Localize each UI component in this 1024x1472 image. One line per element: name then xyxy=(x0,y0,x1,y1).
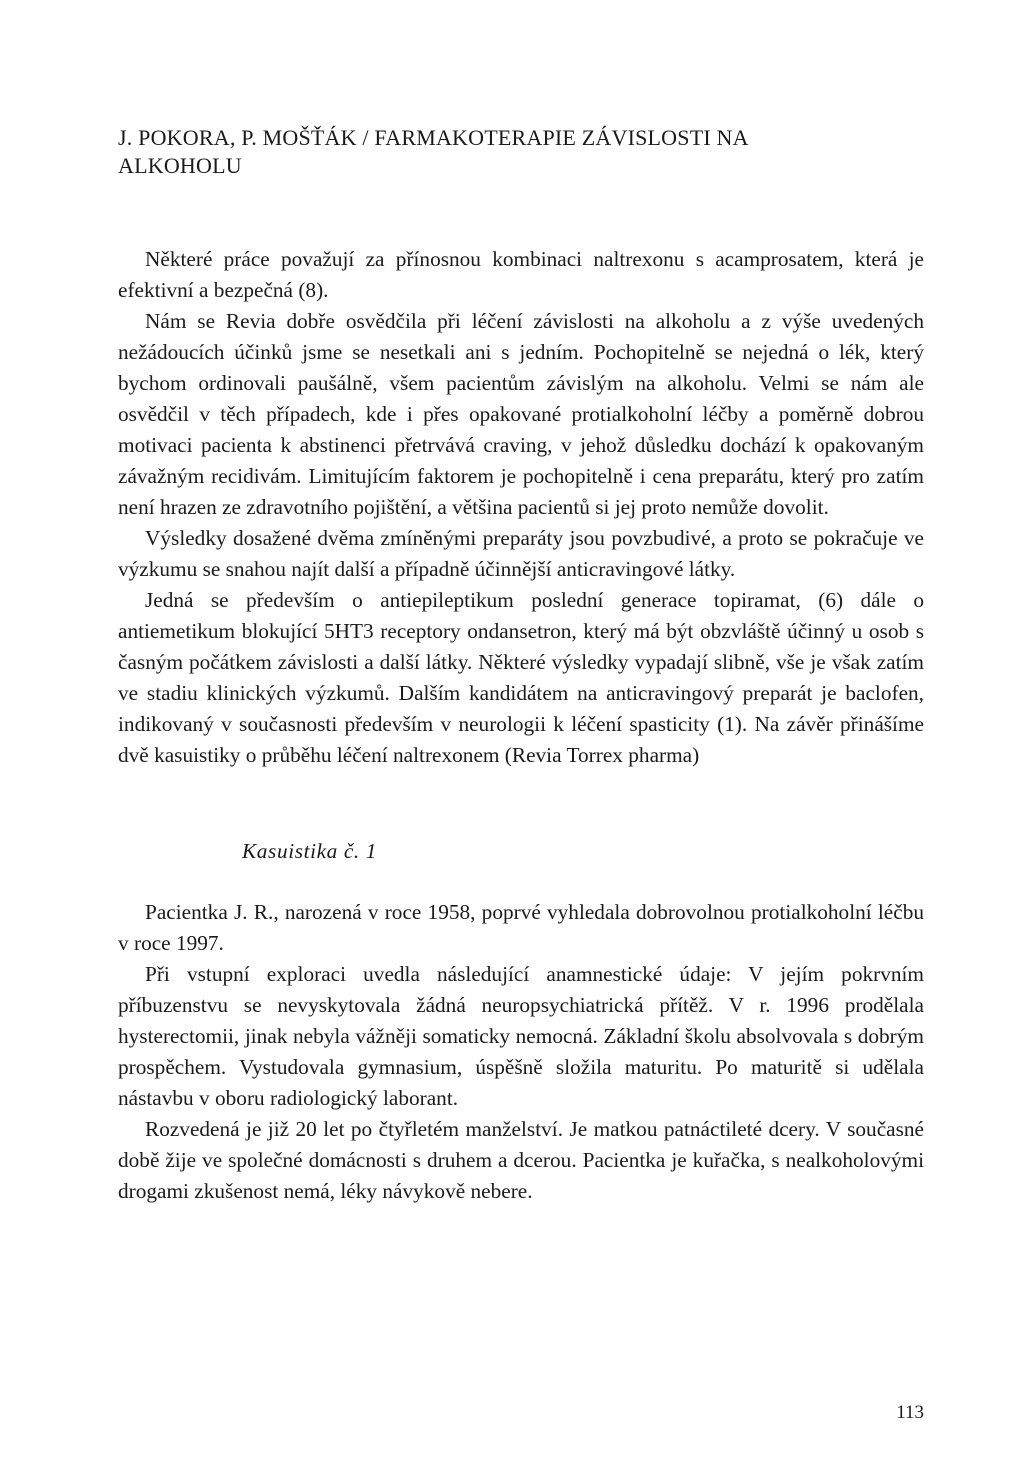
article-body xyxy=(118,244,924,771)
case-body xyxy=(118,897,924,1207)
running-head: J. POKORA, P. MOŠŤÁK / FARMAKOTERAPIE ZÁVISLOSTI NA ALKOHOLU xyxy=(118,125,748,178)
case-paragraph: Při vstupní exploraci uvedla následující anamnestické údaje: V jejím pokrvním příbuzenstvu se nevyskytovala žádná neuropsychiatrická přítěž. V r. 1996 prodělala hysterectomii, jinak nebyla vážněji somaticky nemocná. Základní školu absolvovala s dobrým prospěchem. Vystudovala gymnasium, úspěšně složila maturitu. Po maturitě si udělala nástavbu v oboru radiologický laborant. xyxy=(118,962,924,1110)
case-heading: Kasuistika č. 1 xyxy=(242,839,378,863)
paragraph: Výsledky dosažené dvěma zmíněnými preparáty jsou povzbudivé, a proto se pokračuje ve výzkumu se snahou najít další a případně účinnější anticravingové látky. xyxy=(118,526,924,581)
case-paragraph: Rozvedená je již 20 let po čtyřletém manželství. Je matkou patnáctileté dcery. V současné době žije ve společné domácnosti s druhem a dcerou. Pacientka je kuřačka, s nealkoholovými drogami zkušenost nemá, léky návykově nebere. xyxy=(118,1117,924,1203)
case-paragraph: Pacientka J. R., narozená v roce 1958, poprvé vyhledala dobrovolnou protialkoholní léčbu v roce 1997. xyxy=(118,900,924,955)
paragraph: Nám se Revia dobře osvědčila při léčení závislosti na alkoholu a z výše uvedených nežádoucích účinků jsme se nesetkali ani s jedním. Pochopitelně se nejedná o lék, který bychom ordinovali paušálně, všem pacientům závislým na alkoholu. Velmi se nám ale osvědčil v těch případech, kde i přes opakované protialkoholní léčby a poměrně dobrou motivaci pacienta k abstinenci přetrvává craving, v jehož důsledku dochází k opakovaným závažným recidivám. Limitujícím faktorem je pochopitelně i cena preparátu, který pro zatím není hrazen ze zdravotního pojištění, a většina pacientů si jej proto nemůže dovolit. xyxy=(118,309,924,519)
page-number: 113 xyxy=(896,1402,924,1423)
page-content xyxy=(118,124,924,1207)
paragraph: Některé práce považují za přínosnou kombinaci naltrexonu s acamprosatem, která je efektivní a bezpečná (8). xyxy=(118,247,924,302)
paragraph: Jedná se především o antiepileptikum poslední generace topiramat, (6) dále o antiemetikum blokující 5HT3 receptory ondansetron, který má být obzvláště účinný u osob s časným počátkem závislosti a další látky. Některé výsledky vypadají slibně, vše je však zatím ve stadiu klinických výzkumů. Dalším kandidátem na anticravingový preparát je baclofen, indikovaný v současnosti především v neurologii k léčení spasticity (1). Na závěr přinášíme dvě kasuistiky o průběhu léčení naltrexonem (Revia Torrex pharma) xyxy=(118,588,924,767)
